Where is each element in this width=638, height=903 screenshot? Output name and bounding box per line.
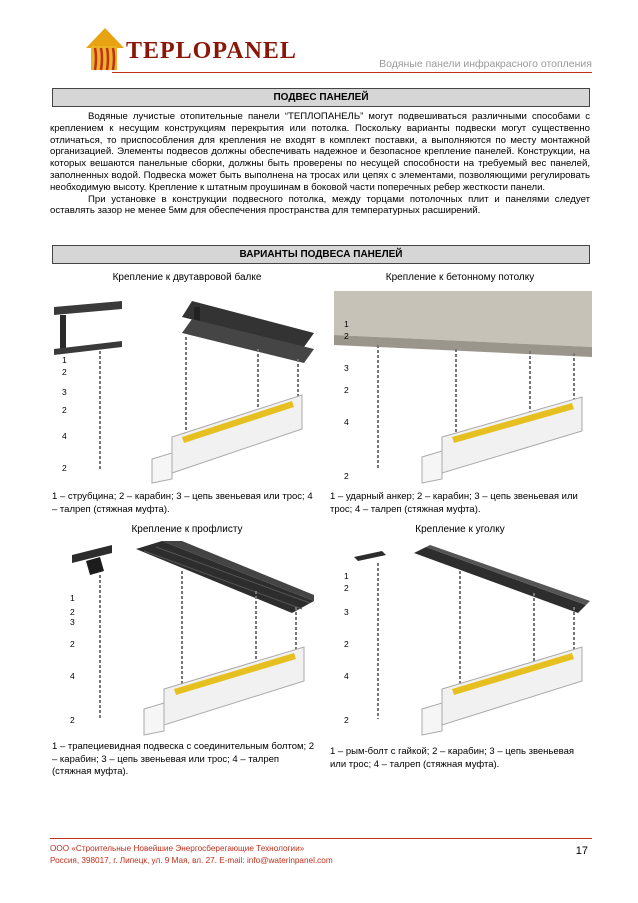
teplopanel-logo <box>82 24 322 76</box>
figure-4-callout-4: 2 <box>344 639 349 649</box>
figure-4-callout-1: 1 <box>344 571 349 581</box>
figure-2-callout-5: 4 <box>344 417 349 427</box>
figure-3-caption: Крепление к профлисту <box>131 524 243 535</box>
logo-wordmark: TEPLOPANEL <box>126 38 297 64</box>
header-divider <box>112 72 592 73</box>
figure-3-callout-2: 2 <box>70 607 75 617</box>
figure-2-callout-4: 2 <box>344 385 349 395</box>
figure-1-callout-5: 4 <box>62 431 67 441</box>
section-title-variants: ВАРИАНТЫ ПОДВЕСА ПАНЕЛЕЙ <box>52 245 590 264</box>
figure-2-caption: Крепление к бетонному потолку <box>385 272 535 283</box>
figure-3-callout-4: 2 <box>70 639 75 649</box>
figure-2-callout-6: 2 <box>344 471 349 481</box>
figure-2-callout-2: 2 <box>344 331 349 341</box>
figure-1-callout-1: 1 <box>62 355 67 365</box>
page-number: 17 <box>575 845 588 857</box>
figure-i-beam-mount <box>52 289 314 489</box>
figure-4-callout-6: 2 <box>344 715 349 725</box>
footer-divider <box>50 838 592 839</box>
header-tagline: Водяные панели инфракрасного отопления <box>379 58 592 70</box>
figure-1-legend: 1 – струбцина; 2 – карабин; 3 – цепь звеньевая или трос; 4 – талреп (стяжная муфта). <box>52 491 313 515</box>
paragraph-1: Водяные лучистые отопительные панели “ТЕПЛОПАНЕЛЬ” могут подвешиваться различными способами с креплением к несущим конструкциям перекрытия или потолка. Поскольку варианты подвески могут существенно отличаться, то приспособления для крепления не входят в комплект поставки, а выполняются по месту монтажной организацией. Элементы подвесов должны обеспечивать надежное и безопасное крепление панелей. Конструкции, на которых вешаются панельные сборки, должны быть проверены по несущей способности на требуемый вес панелей, заполненных водой. Подвеска может быть выполнена на тросах или цепях с элементами, позволяющими регулировать необходимую высоту. Крепление к штатным проушинам в боковой части поперечных ребер жесткости панели. <box>50 111 590 193</box>
figure-2-callout-3: 3 <box>344 363 349 373</box>
footer-contacts <box>50 843 333 866</box>
footer-address: Россия, 398017, г. Липецк, ул. 9 Мая, вл. 27. E-mail: info@waterinpanel.com <box>50 855 333 865</box>
figure-4-callout-3: 3 <box>344 607 349 617</box>
figure-3-legend: 1 – трапециевидная подвеска с соединительным болтом; 2 – карабин; 3 – цепь звеньевая или трос; 4 – талреп (стяжная муфта). <box>52 741 315 777</box>
figure-profiled-sheet-mount <box>52 541 314 741</box>
figure-1-callout-6: 2 <box>62 463 67 473</box>
figure-3-callout-5: 4 <box>70 671 75 681</box>
figure-3-callout-3: 3 <box>70 617 75 627</box>
figure-4-legend: 1 – рым-болт с гайкой; 2 – карабин; 3 – цепь звеньевая или трос; 4 – талреп (стяжная муфта). <box>330 746 575 770</box>
figure-angle-bar-mount <box>330 541 592 741</box>
body-text <box>50 111 590 217</box>
figure-2-legend: 1 – ударный анкер; 2 – карабин; 3 – цепь звеньевая или трос; 4 – талреп (стяжная муфта). <box>330 491 578 515</box>
figure-4-callout-2: 2 <box>344 583 349 593</box>
house-logo-icon <box>82 24 128 74</box>
figure-1-callout-3: 3 <box>62 387 67 397</box>
figure-2-callout-1: 1 <box>344 319 349 329</box>
figure-1-callout-4: 2 <box>62 405 67 415</box>
figure-concrete-ceiling-mount <box>330 289 592 489</box>
figure-4-callout-5: 4 <box>344 671 349 681</box>
footer-company: ООО «Строительные Новейшие Энергосберегающие Технологии» <box>50 844 305 853</box>
paragraph-2: При установке в конструкции подвесного потолка, между торцами потолочных плит и панелями следует оставлять зазор не менее 5мм для обеспечения пространства для температурных расширений. <box>50 193 590 217</box>
figure-1-caption: Крепление к двутавровой балке <box>112 272 262 283</box>
figure-1-callout-2: 2 <box>62 367 67 377</box>
section-title-suspension: ПОДВЕС ПАНЕЛЕЙ <box>52 88 590 107</box>
figure-3-callout-6: 2 <box>70 715 75 725</box>
figure-3-callout-1: 1 <box>70 593 75 603</box>
figure-4-caption: Крепление к уголку <box>415 524 505 535</box>
